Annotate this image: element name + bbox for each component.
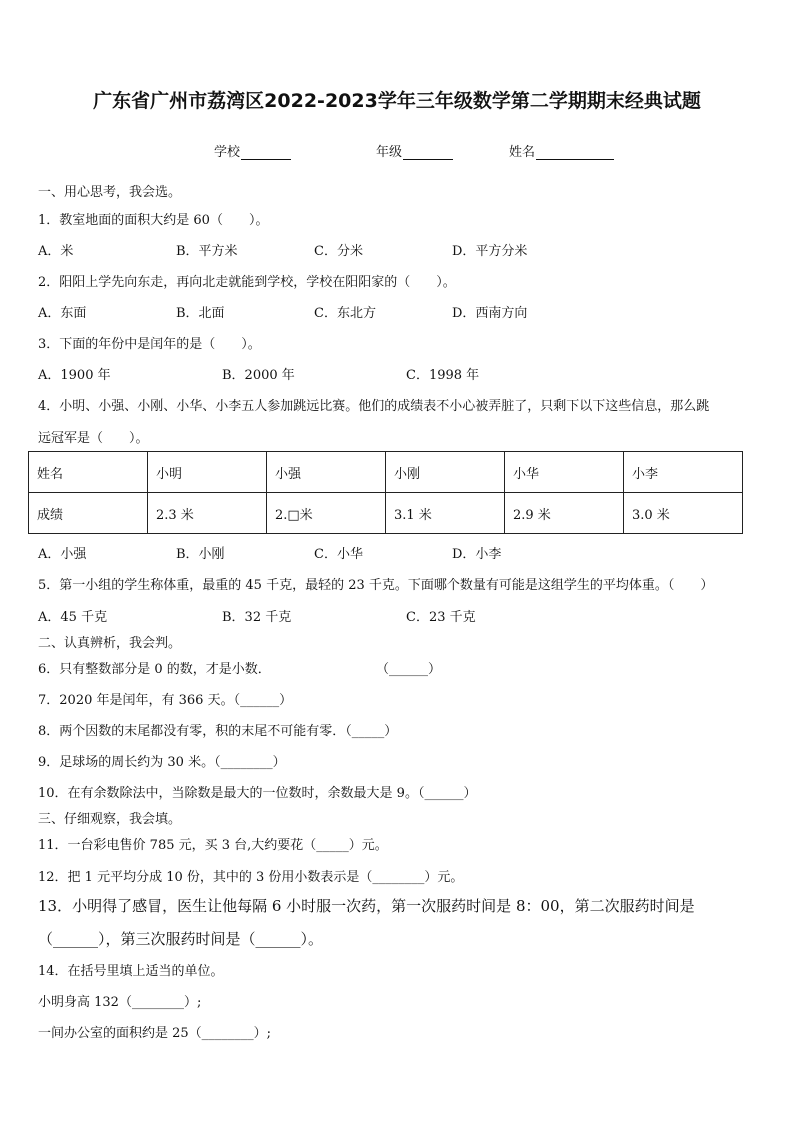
question-9: 9．足球场的周长约为 30 米。（________） — [38, 755, 286, 770]
section-3-heading: 三、仔细观察，我会填。 — [38, 812, 182, 827]
question-4-line1: 4．小明、小强、小刚、小华、小李五人参加跳远比赛。他们的成绩表不小心被弄脏了，只剩下以下这些信息，那么跳 — [38, 399, 710, 414]
question-14-sub2: 一间办公室的面积约是 25（________）; — [38, 1026, 272, 1041]
question-11: 11．一台彩电售价 785 元，买 3 台,大约要花（_____）元。 — [38, 838, 388, 853]
question-6: 6．只有整数部分是 0 的数，才是小数． — [38, 662, 271, 677]
school-field — [214, 141, 291, 160]
q1-option-b[interactable]: B．平方米 — [176, 244, 238, 259]
table-cell: 小华 — [505, 452, 624, 493]
question-14: 14．在括号里填上适当的单位。 — [38, 964, 224, 979]
table-cell: 小明 — [148, 452, 267, 493]
school-blank[interactable] — [241, 146, 291, 160]
q1-option-d[interactable]: D．平方分米 — [452, 244, 528, 259]
q2-option-d[interactable]: D．西南方向 — [452, 306, 528, 321]
q3-option-c[interactable]: C．1998 年 — [406, 368, 480, 383]
q4-option-d[interactable]: D．小李 — [452, 547, 502, 562]
name-label: 姓名 — [509, 145, 536, 160]
table-cell: 姓名 — [29, 452, 148, 493]
question-14-sub1: 小明身高 132（________）; — [38, 995, 202, 1010]
table-cell: 2.□米 — [267, 493, 386, 534]
q5-option-c[interactable]: C．23 千克 — [406, 610, 476, 625]
table-cell: 2.3 米 — [148, 493, 267, 534]
section-1-heading: 一、用心思考，我会选。 — [38, 185, 182, 200]
grade-label: 年级 — [376, 145, 403, 160]
name-field — [509, 141, 614, 160]
question-4-line2: 远冠军是（ ）。 — [38, 431, 149, 446]
question-7: 7．2020 年是闰年，有 366 天。（______） — [38, 693, 293, 708]
question-13-line1: 13．小明得了感冒，医生让他每隔 6 小时服一次药，第一次服药时间是 8：00，第二次服药时间是 — [38, 897, 695, 915]
school-label: 学校 — [214, 145, 241, 160]
table-cell: 成绩 — [29, 493, 148, 534]
q6-answer-blank[interactable]: （______） — [376, 662, 442, 677]
table-cell: 小强 — [267, 452, 386, 493]
q3-option-b[interactable]: B．2000 年 — [222, 368, 295, 383]
grade-field — [376, 141, 453, 160]
question-10: 10．在有余数除法中，当除数是最大的一位数时，余数最大是 9。（______） — [38, 786, 477, 801]
question-12: 12．把 1 元平均分成 10 份，其中的 3 份用小数表示是（________）元。 — [38, 870, 464, 885]
table-cell: 小李 — [624, 452, 743, 493]
table-cell: 3.1 米 — [386, 493, 505, 534]
question-2: 2．阳阳上学先向东走，再向北走就能到学校，学校在阳阳家的（ ）。 — [38, 275, 456, 290]
q4-option-a[interactable]: A．小强 — [38, 547, 87, 562]
name-blank[interactable] — [536, 146, 614, 160]
page-title: 广东省广州市荔湾区2022-2023学年三年级数学第二学期期末经典试题 — [93, 90, 701, 112]
q5-option-b[interactable]: B．32 千克 — [222, 610, 292, 625]
q4-option-c[interactable]: C．小华 — [314, 547, 363, 562]
table-cell: 3.0 米 — [624, 493, 743, 534]
table-cell: 小刚 — [386, 452, 505, 493]
table-cell: 2.9 米 — [505, 493, 624, 534]
q1-option-c[interactable]: C．分米 — [314, 244, 363, 259]
section-2-heading: 二、认真辨析，我会判。 — [38, 636, 182, 651]
q2-option-c[interactable]: C．东北方 — [314, 306, 376, 321]
question-1: 1．教室地面的面积大约是 60（ ）。 — [38, 213, 269, 228]
q3-option-a[interactable]: A．1900 年 — [38, 368, 111, 383]
q2-option-b[interactable]: B．北面 — [176, 306, 225, 321]
question-3: 3．下面的年份中是闰年的是（ ）。 — [38, 337, 261, 352]
q2-option-a[interactable]: A．东面 — [38, 306, 87, 321]
q4-option-b[interactable]: B．小刚 — [176, 547, 225, 562]
score-table — [28, 451, 743, 534]
table-header-row — [29, 452, 743, 493]
q5-option-a[interactable]: A．45 千克 — [38, 610, 108, 625]
question-13-line2: （______），第三次服药时间是（______）。 — [38, 930, 324, 948]
question-8: 8．两个因数的末尾都没有零，积的末尾不可能有零．（_____） — [38, 724, 398, 739]
table-row — [29, 493, 743, 534]
question-5: 5．第一小组的学生称体重，最重的 45 千克，最轻的 23 千克。下面哪个数量有可能是这组学生的平均体重。（ ） — [38, 578, 714, 593]
grade-blank[interactable] — [403, 146, 453, 160]
q1-option-a[interactable]: A．米 — [38, 244, 74, 259]
